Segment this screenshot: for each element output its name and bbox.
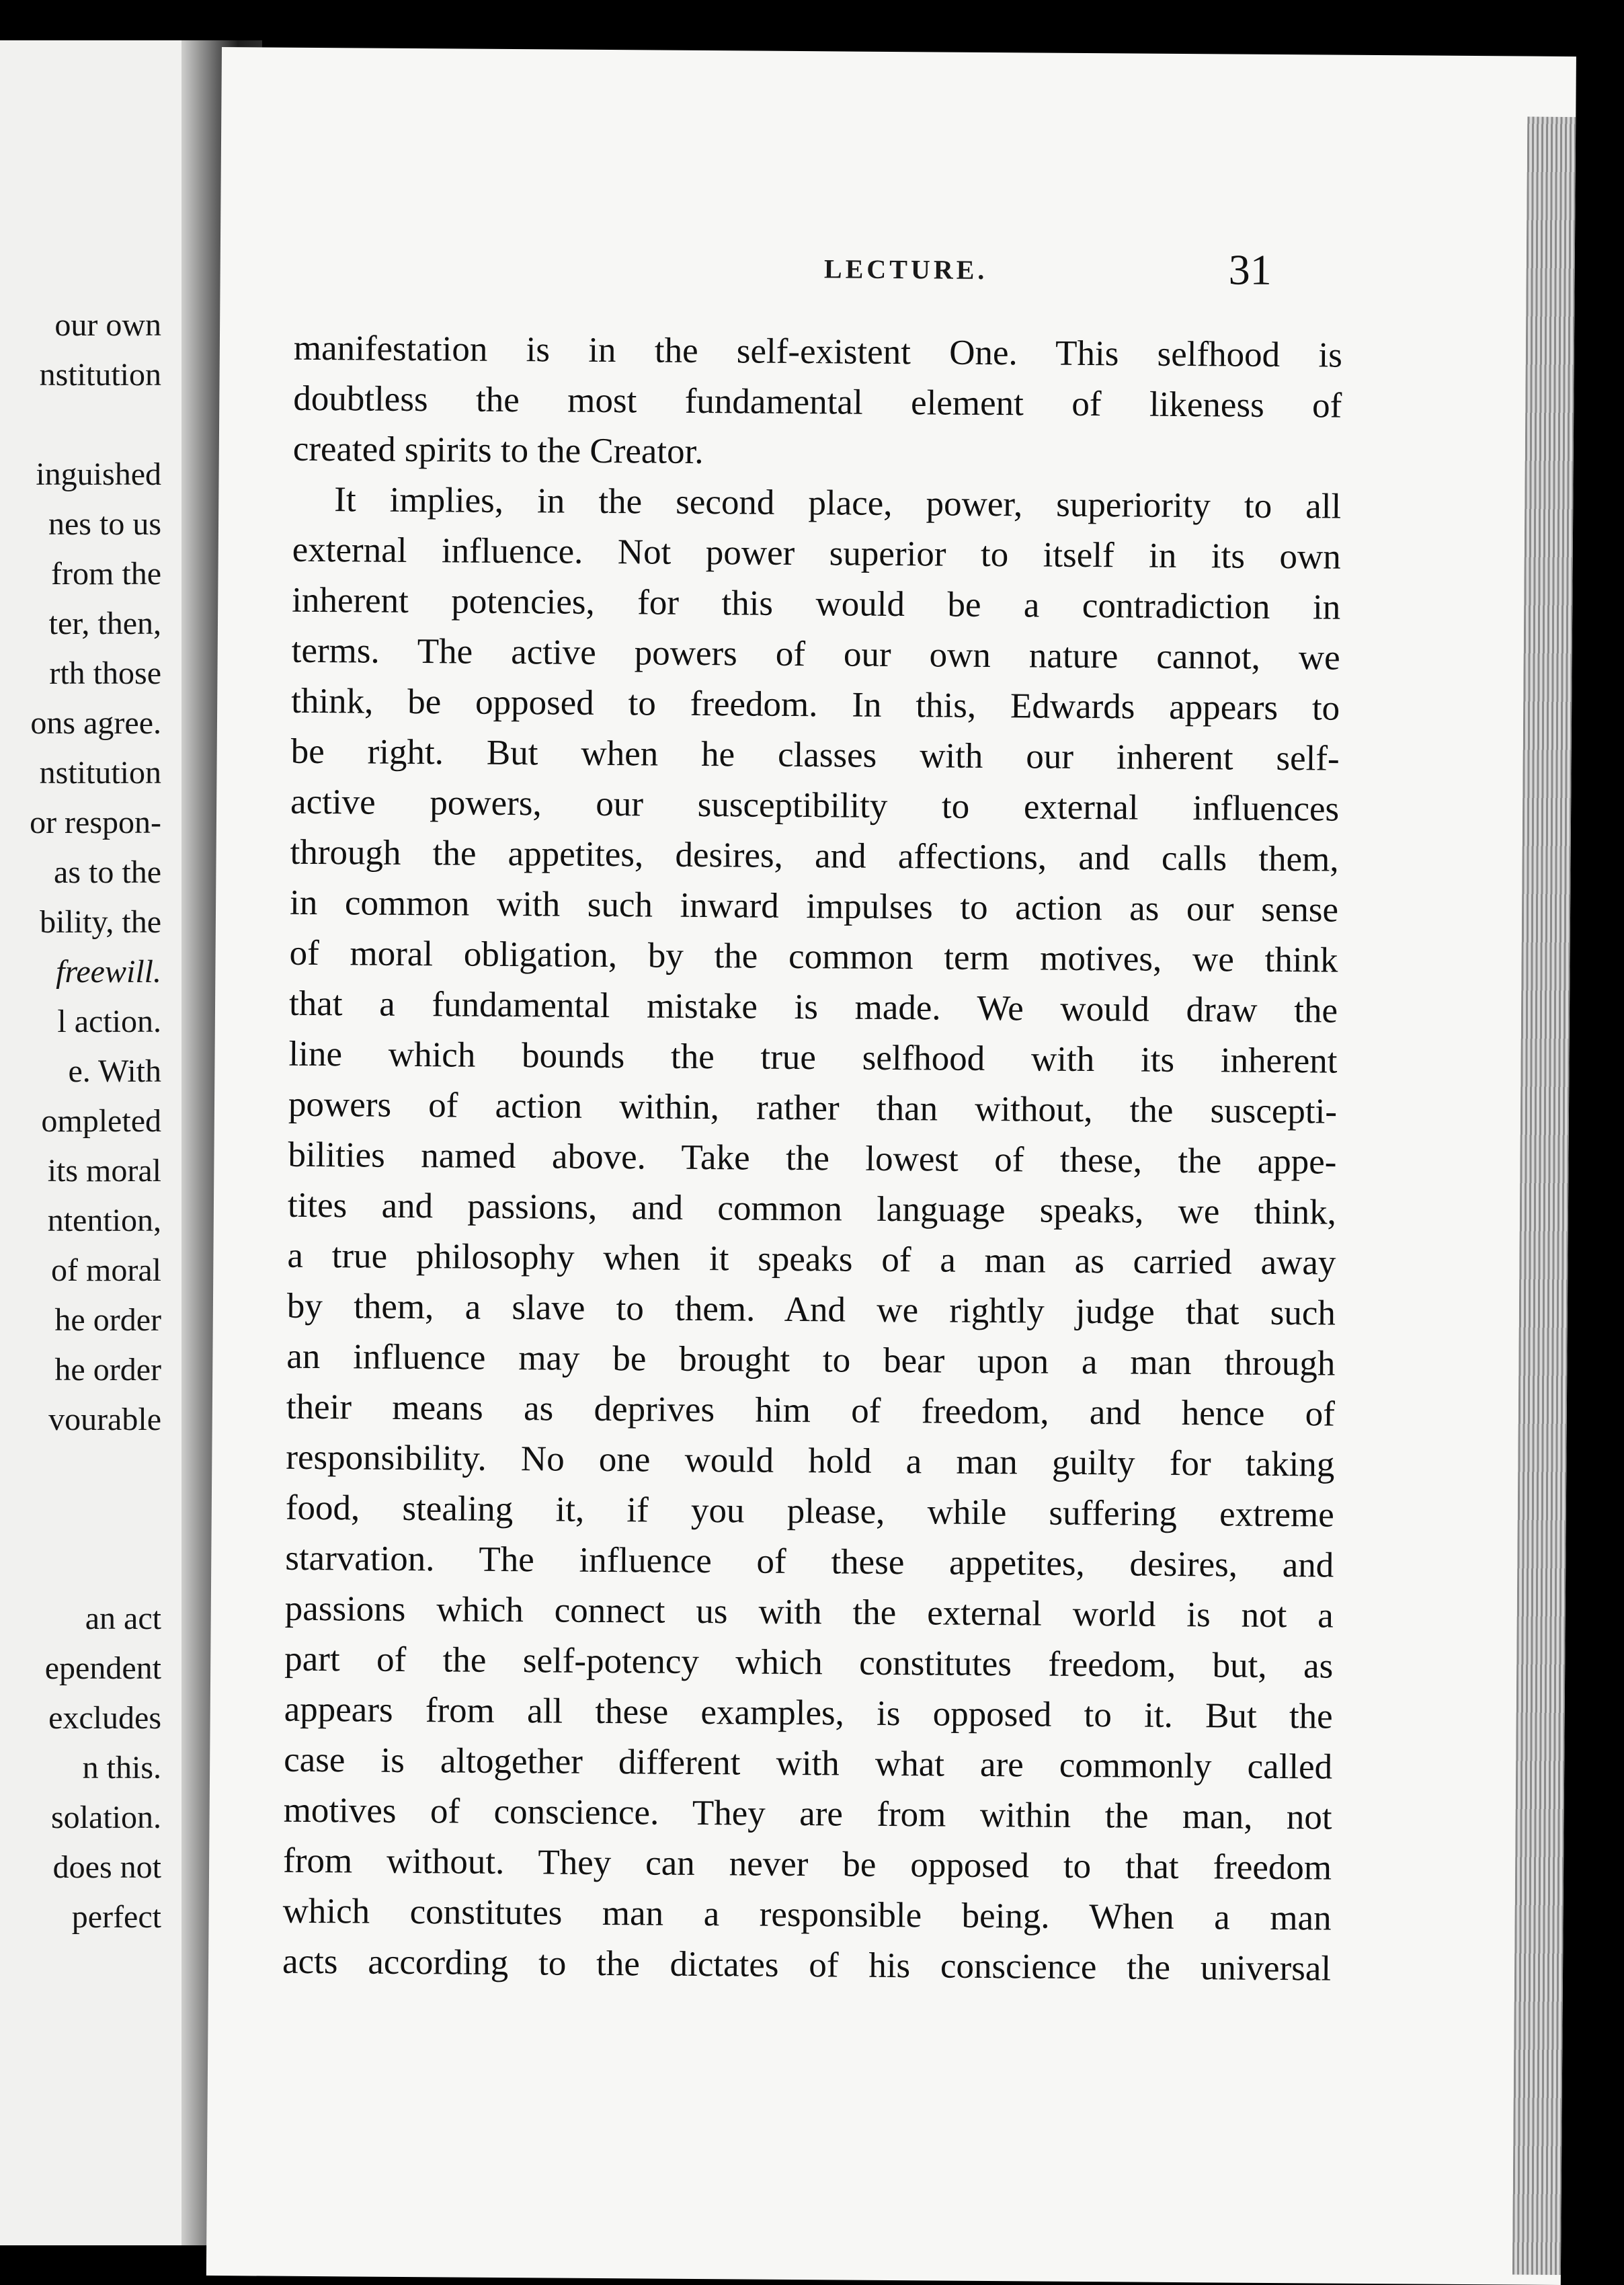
text-line: line which bounds the true selfhood with its inherent	[288, 1034, 1338, 1081]
left-page-line: ntention,	[47, 1203, 161, 1238]
running-head: LECTURE.	[823, 253, 988, 285]
text-line: of moral obligation, by the common term motives, we think	[289, 933, 1338, 980]
text-line: part of the self-potency which constitutes freedom, but, as	[284, 1639, 1334, 1686]
left-page-line: nstitution	[39, 755, 161, 791]
left-page-line: e. With	[68, 1053, 161, 1089]
left-page-line: ompleted	[41, 1103, 161, 1139]
left-page-line: solation.	[51, 1800, 161, 1835]
text-line: terms. The active powers of our own nature cannot, we	[291, 631, 1340, 678]
left-page-line: n this.	[82, 1750, 161, 1786]
left-page-line: does not	[52, 1849, 161, 1885]
text-line: inherent potencies, for this would be a contradiction in	[292, 580, 1341, 627]
text-line: It implies, in the second place, power, superiority to all	[334, 480, 1342, 526]
left-page-line: nes to us	[48, 506, 161, 542]
text-line: appears from all these examples, is opposed to it. But the	[284, 1689, 1333, 1736]
text-line: bilities named above. Take the lowest of these, the appe-	[288, 1135, 1337, 1182]
left-page-line: as to the	[54, 854, 161, 890]
text-line: external influence. Not power superior to itself in its own	[292, 530, 1341, 577]
text-line: motives of conscience. They are from within the man, not	[283, 1790, 1332, 1837]
right-page	[206, 47, 1576, 2285]
page-number: 31	[1228, 245, 1272, 294]
text-line: acts according to the dictates of his conscience the universal	[282, 1941, 1332, 1989]
left-page-line: ons agree.	[30, 705, 161, 741]
text-line: food, stealing it, if you please, while suffering extreme	[285, 1488, 1334, 1535]
left-page-line: ter, then,	[48, 606, 161, 641]
text-line: by them, a slave to them. And we rightly judge that such	[286, 1286, 1336, 1333]
text-line: tites and passions, and common language speaks, we think,	[287, 1185, 1337, 1232]
text-line: from without. They can never be opposed to that freedom	[282, 1841, 1332, 1888]
text-line: which constitutes man a responsible being. When a man	[282, 1891, 1332, 1938]
left-page-line: he order	[54, 1352, 161, 1388]
text-line: active powers, our susceptibility to external influences	[290, 782, 1340, 829]
left-page-line: nstitution	[39, 357, 161, 393]
text-line: responsibility. No one would hold a man guilty for taking	[286, 1437, 1335, 1484]
text-line: manifestation is in the self-existent One. This selfhood is	[293, 328, 1343, 375]
left-page-line: excludes	[48, 1700, 161, 1736]
left-page-line: vourable	[48, 1402, 161, 1437]
text-line: passions which connect us with the external world is not a	[284, 1589, 1334, 1636]
text-line: think, be opposed to freedom. In this, Edwards appears to	[291, 681, 1340, 728]
left-page-line: bility, the	[40, 904, 161, 940]
text-line: be right. But when he classes with our inherent self-	[290, 731, 1340, 778]
left-page-line: freewill.	[56, 954, 161, 990]
left-page-line: our own	[54, 307, 161, 343]
left-page-line: or respon-	[30, 805, 161, 840]
text-line: powers of action within, rather than without, the suscepti-	[288, 1084, 1338, 1131]
text-line: doubtless the most fundamental element of likeness of	[293, 378, 1342, 426]
text-line: their means as deprives him of freedom, and hence of	[286, 1387, 1336, 1434]
left-page-line: he order	[54, 1302, 161, 1338]
left-page-line: of moral	[51, 1252, 161, 1288]
text-line: case is altogether different with what are commonly called	[284, 1740, 1333, 1787]
left-page-line: perfect	[71, 1899, 161, 1935]
left-page-line: rth those	[49, 655, 161, 691]
left-page-line: an act	[85, 1601, 161, 1636]
text-line: in common with such inward impulses to action as our sense	[289, 883, 1339, 930]
left-page	[0, 40, 202, 2245]
left-page-line: l action.	[57, 1004, 161, 1039]
left-page-line: from the	[51, 556, 161, 592]
left-page-line: ependent	[44, 1650, 161, 1686]
text-line: that a fundamental mistake is made. We would draw the	[288, 984, 1338, 1031]
text-line: an influence may be brought to bear upon a man through	[286, 1336, 1336, 1384]
body-text	[282, 323, 1342, 1995]
page-edges	[1512, 117, 1576, 2275]
text-line: through the appetites, desires, and affections, and calls them,	[290, 832, 1339, 879]
text-line: a true philosophy when it speaks of a man as carried away	[287, 1236, 1336, 1283]
left-page-line: its moral	[47, 1153, 161, 1189]
left-page-line: inguished	[36, 456, 161, 492]
text-line: created spirits to the Creator.	[292, 429, 704, 472]
text-line: starvation. The influence of these appetites, desires, and	[285, 1538, 1334, 1585]
